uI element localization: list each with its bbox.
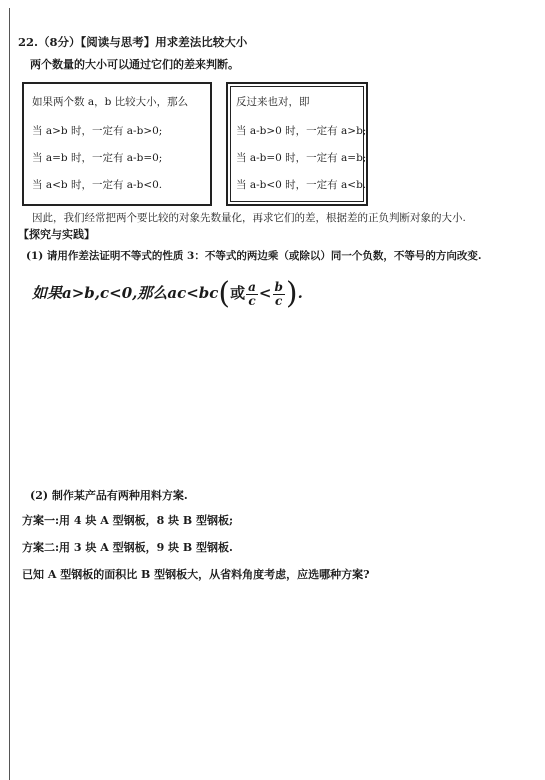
conclusion-text: 因此，我们经常把两个要比较的对象先数量化，再求它们的差，根据差的正负判断对象的大小.: [32, 212, 466, 224]
inequality-formula: [32, 276, 303, 311]
formula-less-than: <: [258, 284, 272, 302]
box-left-line-2: 当 a>b 时，一定有 a-b>0;: [32, 125, 163, 137]
box-right-line-2: 当 a-b>0 时，一定有 a>b;: [236, 125, 367, 137]
plan-two: 方案二:用 3 块 A 型钢板，9 块 B 型钢板.: [22, 541, 233, 554]
part2-question: 已知 A 型钢板的面积比 B 型钢板大，从省料角度考虑，应选哪种方案?: [22, 568, 370, 581]
comparison-box-right: [226, 82, 368, 206]
section-heading: 【探究与实践】: [18, 228, 95, 241]
box-right-line-1: 反过来也对，即: [236, 96, 310, 108]
fraction-a-denominator: c: [248, 293, 256, 308]
formula-right-paren: ): [285, 276, 298, 311]
question-title: 22.（8分）【阅读与思考】用求差法比较大小: [18, 35, 248, 49]
fraction-b-over-c: [273, 281, 285, 308]
part1-prompt: (1) 请用作差法证明不等式的性质 3：不等式的两边乘（或除以）同一个负数，不等号的方向改变.: [26, 250, 482, 262]
box-left-line-3: 当 a=b 时，一定有 a-b=0;: [32, 152, 163, 164]
fraction-a-numerator: a: [248, 279, 256, 294]
fraction-a-over-c: [246, 281, 258, 308]
box-left-line-4: 当 a<b 时，一定有 a-b<0.: [32, 179, 163, 191]
page-margin-line: [9, 8, 10, 780]
question-intro: 两个数量的大小可以通过它们的差来判断。: [30, 58, 239, 71]
formula-end: .: [297, 284, 303, 302]
formula-left-paren: (: [218, 276, 231, 311]
box-right-line-4: 当 a-b<0 时，一定有 a<b.: [236, 179, 367, 191]
plan-one: 方案一:用 4 块 A 型钢板，8 块 B 型钢板;: [22, 514, 234, 527]
formula-prefix: 如果a>b,c<0,那么ac<bc: [32, 284, 219, 302]
part2-prompt: (2) 制作某产品有两种用料方案.: [30, 489, 188, 502]
box-right-line-3: 当 a-b=0 时，一定有 a=b;: [236, 152, 367, 164]
fraction-b-denominator: c: [275, 293, 283, 308]
box-left-line-1: 如果两个数 a，b 比较大小，那么: [32, 96, 189, 108]
comparison-box-left: [22, 82, 212, 206]
fraction-b-numerator: b: [274, 279, 283, 294]
formula-or: 或: [230, 284, 246, 302]
